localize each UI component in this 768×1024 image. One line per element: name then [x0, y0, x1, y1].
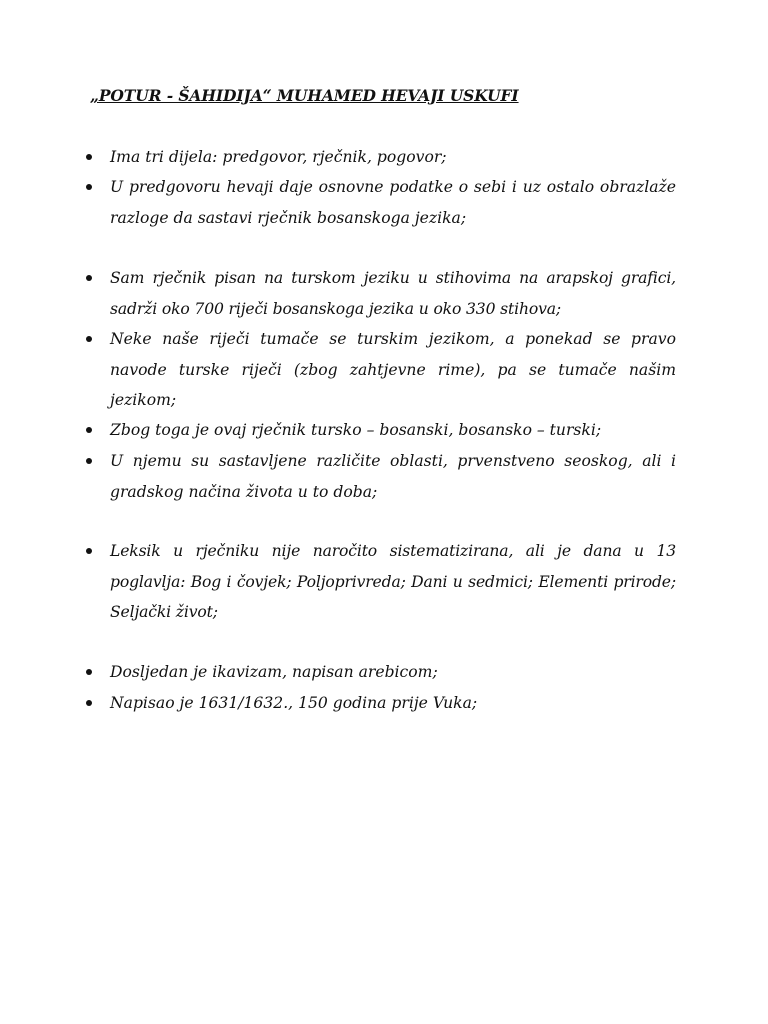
bullet-icon: [86, 427, 92, 433]
list-item-text: Napisao je 1631/1632., 150 godina prije Vuka;: [110, 694, 478, 712]
list-item: [110, 446, 676, 507]
list-item: [110, 657, 676, 688]
list-item-text: Ima tri dijela: predgovor, rječnik, pogovor;: [110, 148, 447, 166]
list-item: [110, 263, 676, 324]
list-item: [110, 688, 676, 719]
list-item: [110, 142, 676, 173]
list-item-text: Leksik u rječniku nije naročito sistematizirana, ali je dana u 13 poglavlja: Bog i čovjek; Poljoprivreda; Dani u sedmici; Elementi prirode; Seljački život;: [110, 542, 676, 621]
bullet-icon: [86, 336, 92, 342]
bullet-icon: [86, 700, 92, 706]
bullet-icon: [86, 458, 92, 464]
bullet-icon: [86, 275, 92, 281]
bullet-icon: [86, 669, 92, 675]
bullet-icon: [86, 548, 92, 554]
document-title: „POTUR - ŠAHIDIJA“ MUHAMED HEVAJI USKUFI: [90, 86, 519, 105]
list-item-text: Zbog toga je ovaj rječnik tursko – bosanski, bosansko – turski;: [110, 421, 602, 439]
list-item-text: U predgovoru hevaji daje osnovne podatke o sebi i uz ostalo obrazlaže razloge da sastavi rječnik bosanskoga jezika;: [110, 178, 676, 227]
bullet-icon: [86, 154, 92, 160]
list-item-text: Dosljedan je ikavizam, napisan arebicom;: [110, 663, 438, 681]
list-item-text: Sam rječnik pisan na turskom jeziku u stihovima na arapskoj grafici, sadrži oko 700 riječi bosanskoga jezika u oko 330 stihova;: [110, 269, 676, 318]
list-item: [110, 324, 676, 416]
bullet-icon: [86, 184, 92, 190]
list-item: [110, 172, 676, 233]
list-item: [110, 536, 676, 628]
list-item-text: Neke naše riječi tumače se turskim jezikom, a ponekad se pravo navode turske riječi (zbog zahtjevne rime), pa se tumače našim jezikom;: [110, 330, 676, 409]
list-item-text: U njemu su sastavljene različite oblasti, prvenstveno seoskog, ali i gradskog načina života u to doba;: [110, 452, 676, 501]
list-item: [110, 415, 676, 446]
